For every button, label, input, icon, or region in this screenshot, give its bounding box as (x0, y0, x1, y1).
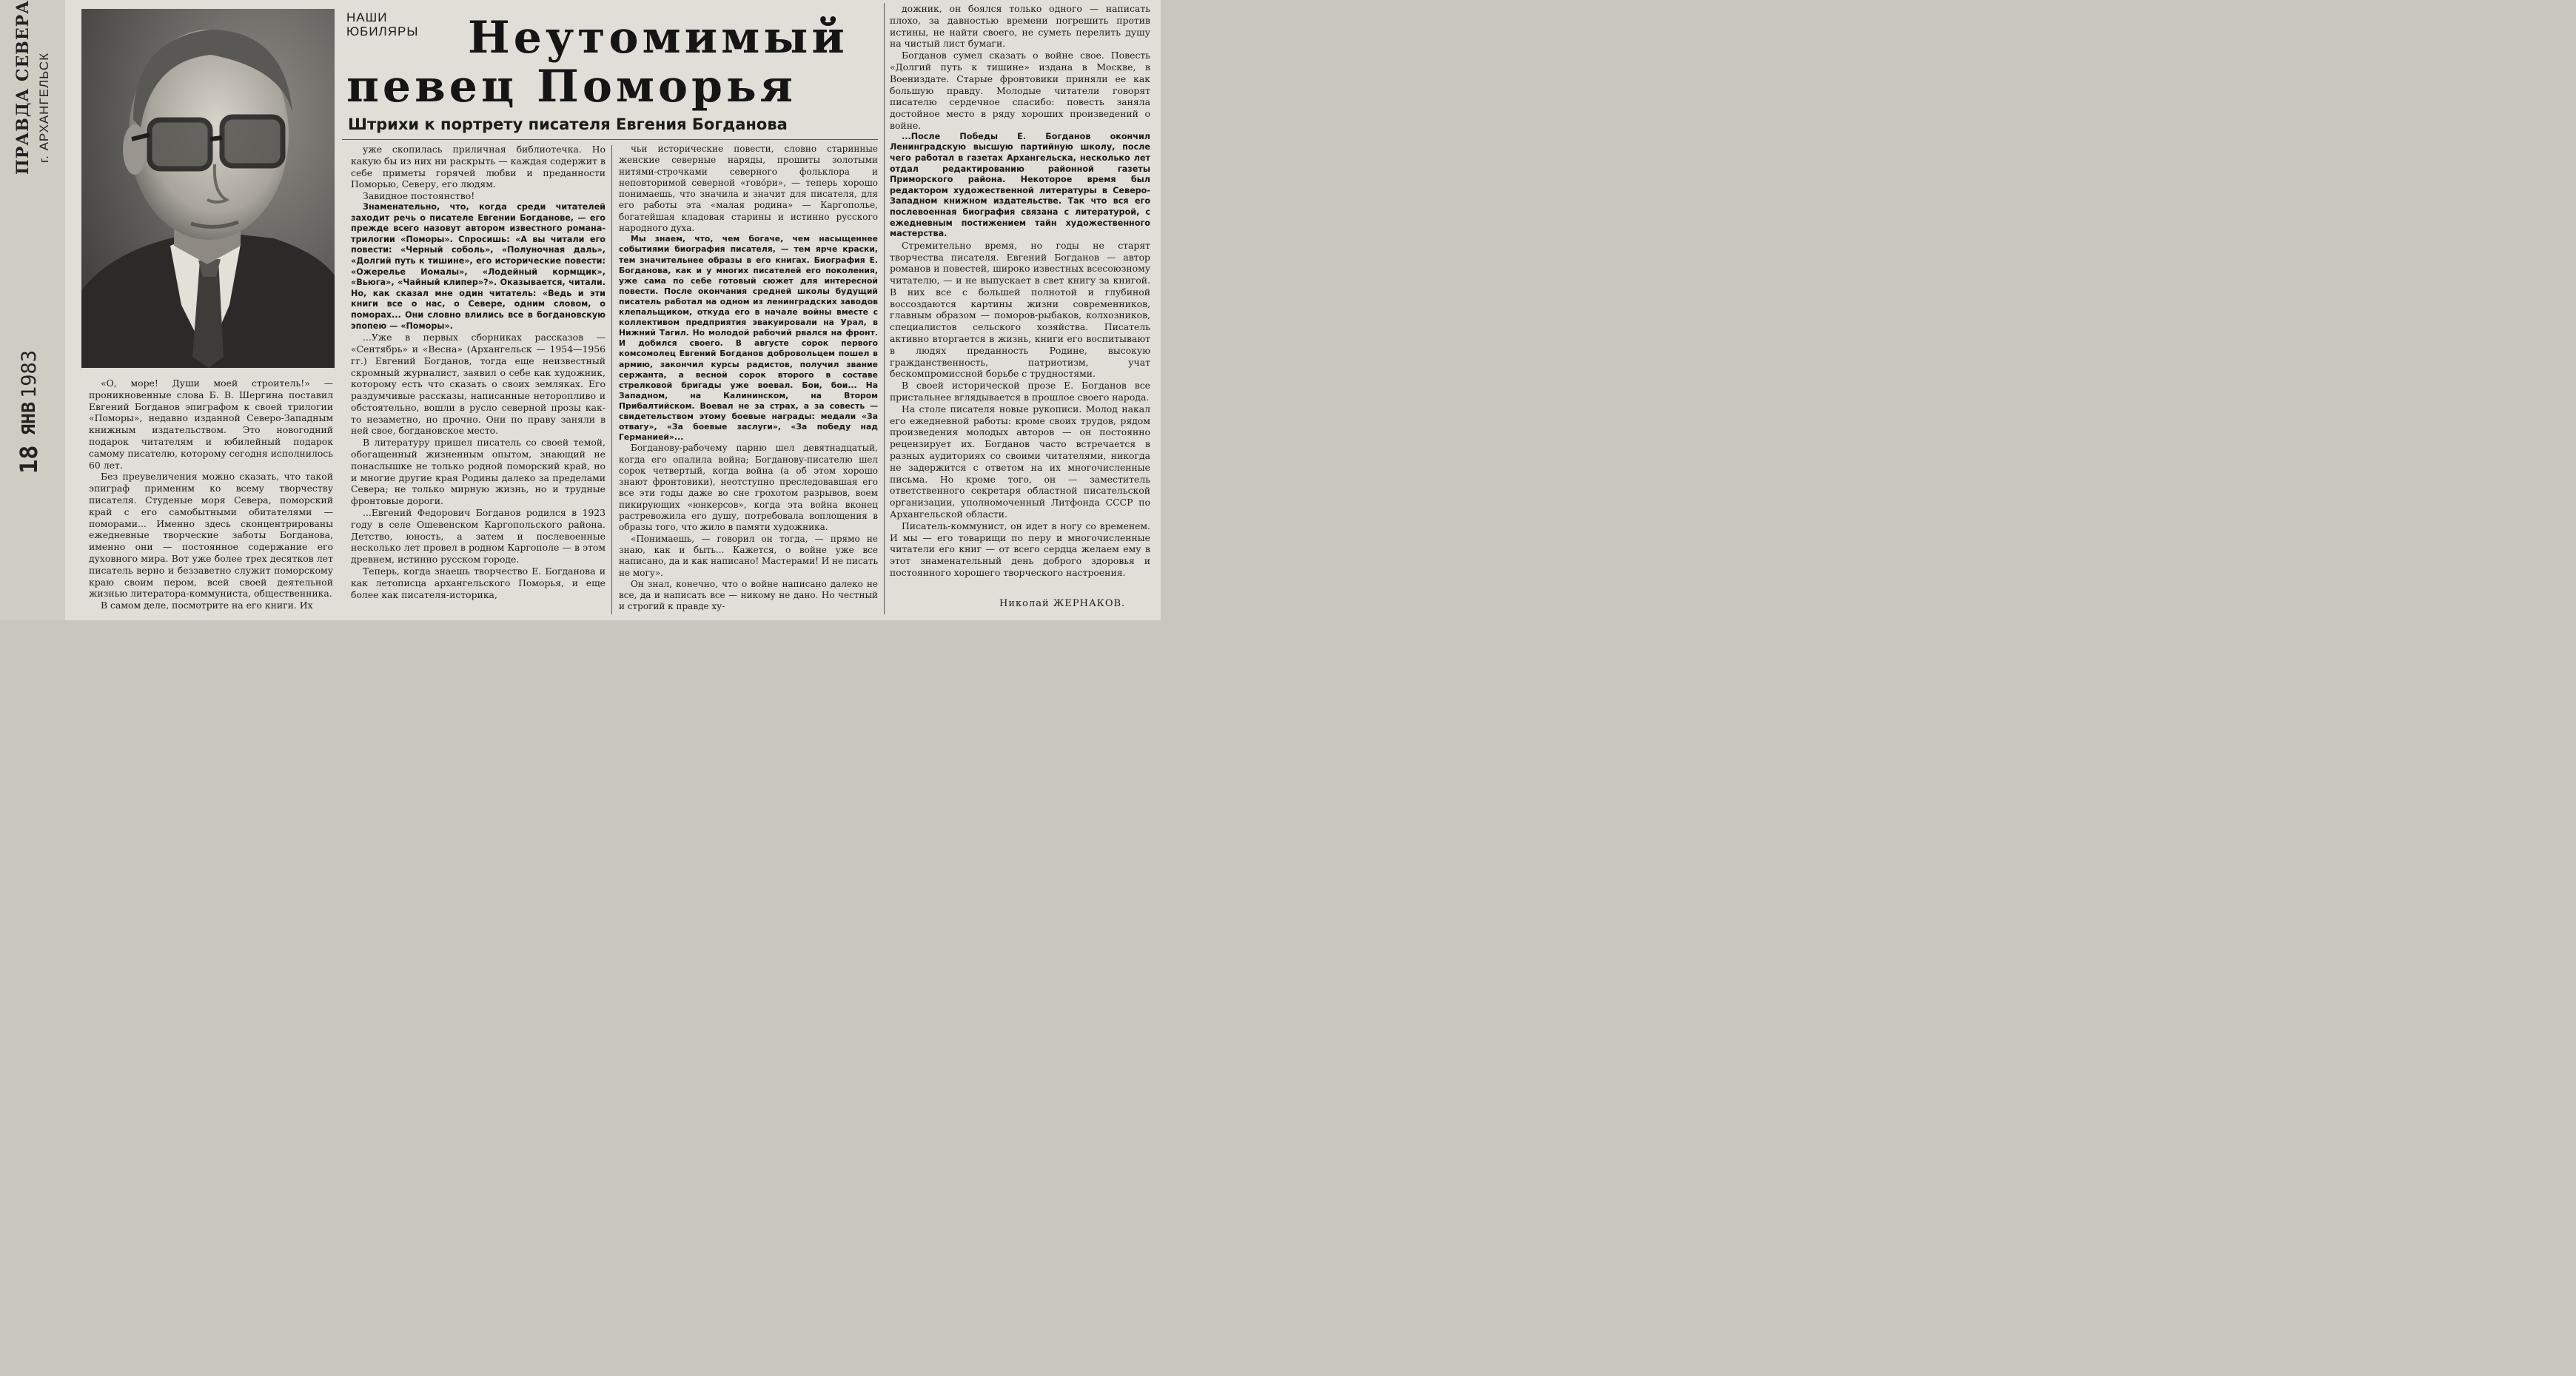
rubric-line-2: ЮБИЛЯРЫ (346, 24, 419, 38)
date-month: ЯНВ (18, 401, 39, 435)
rubric-label (346, 10, 418, 38)
article-paragraph: Без преувеличения можно сказать, что такой эпиграф применим ко всему творчеству писателя. Студеные моря Севера, поморский край с его самобытными обитателями — поморами... Именно здесь сконцентрированы ежедневные творческие заботы Богданова, именно они — постоянное содержание его духовного мира. Вот уже более трех десятков лет писатель верно и беззаветно служит поморскому краю своим пером, всей своей деятельной жизнью литератора-коммуниста, общественника. (89, 471, 333, 600)
article-paragraph: В своей исторической прозе Е. Богданов все пристальнее вглядывается в прошлое своего народа. (890, 380, 1150, 403)
subtitle-rule (342, 139, 878, 140)
article-paragraph: «Понимаешь, — говорил он тогда, — прямо не знаю, как и быть... Кажется, о войне уже все написано, да и как написано! Мастерами! И не писать не могу». (619, 533, 878, 578)
article-paragraph: дожник, он боялся только одного — написать плохо, за давностью времени погрешить против истины, не найти своего, не суметь перелить душу на чистый лист бумаги. (890, 3, 1150, 50)
column-2 (351, 144, 606, 600)
author-portrait-photo (81, 9, 335, 368)
article-paragraph: ...После Победы Е. Богданов окончил Ленинградскую высшую партийную школу, после чего работал в газетах Архангельска, несколько лет отдал редактированию районной газеты Приморского района. Некоторое время был редактором художественной литературы в Северо-Западном книжном издательстве. Так что вся его послевоенная биография связана с литературой, с ежедневным постижением тайн художественного мастерства. (890, 131, 1150, 239)
date-year: 1983 (18, 349, 41, 398)
article-paragraph: Богданов сумел сказать о войне свое. Повесть «Долгий путь к тишине» издана в Москве, в Воениздате. Старые фронтовики приняли ее как большую правду. Молодые читатели говорят писателю сердечное спасибо: повесть заняла достойное место в ряду хороших произведений о войне. (890, 50, 1150, 131)
author-signature: Николай ЖЕРНАКОВ. (999, 598, 1126, 609)
article-paragraph: Он знал, конечно, что о войне написано далеко не все, да и написать все — никому не дано. Но честный и строгий к правде ху- (619, 578, 878, 612)
column-4 (890, 3, 1150, 579)
headline-line-1: Неутомимый (468, 12, 848, 64)
portrait-illustration (81, 9, 335, 368)
rubric-line-1: НАШИ (346, 10, 388, 24)
article-paragraph: Мы знаем, что, чем богаче, чем насыщеннее событиями биография писателя, — тем ярче краски, тем значительнее образы в его книгах. Биография Е. Богданова, как и у многих писателей его поколения, уже сама по себе готовый сюжет для интересной повести. После окончания средней школы будущий писатель работал на одном из ленинградских заводов клепальщиком, откуда его в начале войны вместе с коллективом предприятия эвакуировали на Урал, в Нижний Тагил. Но молодой рабочий рвался на фронт. И добился своего. В августе сорок первого комсомолец Евгений Богданов добровольцем пошел в армию, закончил курсы радистов, получил звание сержанта, а весной сорок второго в составе стрелковой бригады уже воевал. Бои, бои... На Западном, на Калининском, на Втором Прибалтийском. Воевал не за страх, а за совесть — свидетельством этому боевые награды: медали «За отвагу», «За боевые заслуги», «За победу над Германией»... (619, 234, 878, 443)
article-paragraph: Теперь, когда знаешь творчество Е. Богданова и как летописца архангельского Поморья, и еще более как писателя-историка, (351, 565, 606, 600)
date-day: 18 (15, 445, 43, 474)
newspaper-page (0, 0, 1161, 620)
article-paragraph: Знаменательно, что, когда среди читателей заходит речь о писателе Евгении Богданове, — его прежде всего назовут автором известного романа-трилогии «Поморы». Спросишь: «А вы читали его повести: «Черный соболь», «Полуночная даль», «Долгий путь к тишине», его исторические повести: «Ожерелье Иомалы», «Лодейный кормщик», «Вьюга», «Чайный клипер»?». Оказывается, читали. Но, как сказал мне один читатель: «Ведь и эти книги все о нас, о Севере, одним словом, о поморах... Они словно влились все в богдановскую эпопею — «Поморы». (351, 201, 606, 331)
article-paragraph: В литературу пришел писатель со своей темой, обогащенный жизненным опытом, знающий не понаслышке не только родной поморский край, но и многие другие края Родины далеко за пределами Севера; не только мирную жизнь, но и трудные фронтовые дороги. (351, 437, 606, 507)
article-paragraph: уже скопилась приличная библиотечка. Но какую бы из них ни раскрыть — каждая содержит в себе приметы горячей любви и преданности Поморью, Северу, его людям. (351, 144, 606, 190)
article-paragraph: Писатель-коммунист, он идет в ногу со временем. И мы — его товарищи по перу и многочисленные читатели его книг — от всего сердца желаем ему в этот знаменательный день доброго здоровья и постоянного хорошего творческого настроения. (890, 520, 1150, 579)
article-paragraph: ...Евгений Федорович Богданов родился в 1923 году в селе Ошевенском Каргопольского района. Детство, юность, а затем и послевоенные несколько лет провел в родном Каргополе — в этом древнем, истинно русском городе. (351, 507, 606, 565)
article-paragraph: Богданову-рабочему парню шел девятнадцатый, когда его опалила война; Богданову-писателю шел сорок четвертый, когда война (а об этом хорошо знают фронтовики), неотступно преследовавшая его все эти годы даже во сне грохотом разрывов, воем пикирующих «юнкерсов», когда эта война вконец растревожила его душу, потребовала воплощения в образы того, что жило в памяти художника. (619, 443, 878, 533)
column-1 (89, 377, 333, 611)
newspaper-city: г. АРХАНГЕЛЬСК (37, 52, 51, 163)
article-paragraph: На столе писателя новые рукописи. Молод накал его ежедневной работы: кроме своих трудов, рядом произведения молодых авторов — он постоянно рецензирует их. Богданов часто встречается в разных аудиториях со своими читателями, никогда не задержится с ответом на их многочисленные письма. Но кроме того, он — заместитель ответственного секретаря областной писательской организации, уполномоченный Литфонда СССР по Архангельской области. (890, 403, 1150, 520)
article-paragraph: Завидное постоянство! (363, 190, 475, 202)
column-divider (611, 145, 612, 614)
newspaper-name: ПРАВДА СЕВЕРА (13, 0, 33, 175)
article-paragraph: В самом деле, посмотрите на его книги. Их (101, 600, 313, 611)
article-paragraph: чьи исторические повести, словно старинные женские северные наряды, прошиты золотыми нитями-строчками северного фольклора и неповторимой северной «гово́ри», — теперь хорошо понимаешь, что значила и значит для писателя, для его работы эта «малая родина» — Каргополье, богатейшая кладовая старины и истинно русского народного духа. (619, 144, 878, 234)
headline-line-2: певец Поморья (346, 61, 796, 113)
column-divider (884, 3, 885, 614)
masthead-strip (0, 0, 66, 620)
article-paragraph: Стремительно время, но годы не старят творчества писателя. Евгений Богданов — автор романов и повестей, широко известных всесоюзному читателю, — и не выпускает в свет книгу за книгой. В них все с большей полнотой и глубиной воссоздаются картины жизни современников, главным образом — поморов-рыбаков, колхозников, специалистов сельского хозяйства. Писатель активно вторгается в жизнь, книги его воспитывают в людях преданность Родине, высокую гражданственность, патриотизм, учат бескомпромиссной борьбе с трудностями. (890, 239, 1150, 380)
article-paragraph: «О, море! Души моей строитель!» — проникновенные слова Б. В. Шергина поставил Евгений Богданов эпиграфом к своей трилогии «Поморы», недавно изданной Северо-Западным книжным издательством. Это новогодний подарок читателям и юбилейный подарок самому писателю, которому сегодня исполнилось 60 лет. (89, 377, 333, 471)
article-paragraph: ...Уже в первых сборниках рассказов — «Сентябрь» и «Весна» (Архангельск — 1954—1956 гг.) Евгений Богданов, тогда еще неизвестный скромный журналист, заявил о себе как художник, которому есть что сказать о своих земляках. Его раздумчивые рассказы, написанные неторопливо и обстоятельно, вошли в русло северной прозы как-то незаметно, но прочно. Они по праву заняли в ней свое, богдановское место. (351, 332, 606, 437)
column-3 (619, 144, 878, 613)
article-subtitle: Штрихи к портрету писателя Евгения Богданова (348, 115, 788, 133)
